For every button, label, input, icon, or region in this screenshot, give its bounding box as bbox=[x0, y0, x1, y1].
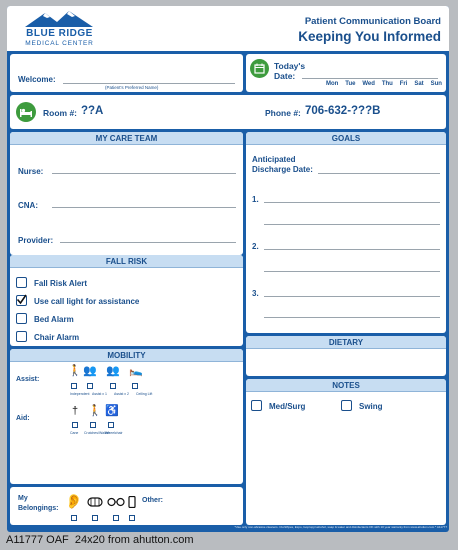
assist-checkbox-0[interactable] bbox=[71, 383, 77, 389]
dietary-header: DIETARY bbox=[246, 336, 446, 349]
provider-label: Provider: bbox=[18, 236, 54, 245]
hearing-aid-icon: 👂 bbox=[65, 493, 83, 509]
weekday-thu[interactable]: Thu bbox=[381, 81, 393, 87]
notes-header: NOTES bbox=[246, 379, 446, 392]
nurse-label: Nurse: bbox=[18, 167, 44, 176]
med-surg-label: Med/Surg bbox=[269, 402, 306, 411]
date-label-line2: Date: bbox=[274, 71, 296, 81]
fall-risk-header: FALL RISK bbox=[10, 255, 243, 268]
mobility-header: MOBILITY bbox=[10, 349, 243, 362]
logo-name: BLUE RIDGE bbox=[26, 28, 93, 39]
header-panel bbox=[7, 6, 449, 51]
assist-checkbox-3[interactable] bbox=[132, 383, 138, 389]
aid-caption-1: Crutches/Walker bbox=[84, 431, 110, 435]
dentures-checkbox[interactable] bbox=[92, 515, 98, 521]
mountain-logo-icon bbox=[17, 10, 102, 28]
assist-label: Assist: bbox=[16, 376, 40, 383]
aid-checkbox-0[interactable] bbox=[72, 422, 78, 428]
board-title: Patient Communication Board bbox=[304, 16, 441, 27]
goal-3-line-b[interactable] bbox=[264, 317, 440, 318]
glasses-checkbox[interactable] bbox=[113, 515, 119, 521]
aid-caption-2: Wheelchair bbox=[105, 431, 123, 435]
fall-risk-checkbox-3[interactable] bbox=[16, 331, 27, 342]
care-team-header: MY CARE TEAM bbox=[10, 132, 243, 145]
room-value[interactable]: ??A bbox=[81, 105, 104, 117]
weekday-row bbox=[326, 81, 442, 87]
goal-number-3: 3. bbox=[252, 289, 259, 298]
provider-line[interactable] bbox=[60, 242, 236, 243]
bed-icon bbox=[16, 102, 36, 122]
goal-2-line-b[interactable] bbox=[264, 271, 440, 272]
assist-caption-3: Ceiling Lift bbox=[136, 392, 153, 396]
assist-caption-0: Independent bbox=[70, 392, 90, 396]
goal-2-line-a[interactable] bbox=[264, 249, 440, 250]
calendar-icon bbox=[250, 59, 269, 78]
fine-print: *Use only non-abrasive cleaners. ClorWipes, Expo, Isopropyl alcohol, soap & water and disinfectants OK with 10 year warranty from www.ahutton.com * A11777 bbox=[234, 525, 447, 529]
welcome-hint: (Patient's Preferred Name) bbox=[105, 85, 159, 90]
fall-risk-label-0: Fall Risk Alert bbox=[34, 279, 88, 288]
goal-number-2: 2. bbox=[252, 242, 259, 251]
aid-checkbox-1[interactable] bbox=[90, 422, 96, 428]
belongings-label-line2: Belongings: bbox=[18, 505, 59, 512]
date-line[interactable] bbox=[302, 78, 438, 79]
discharge-label-line1: Anticipated bbox=[252, 155, 296, 164]
logo-subtitle: MEDICAL CENTER bbox=[25, 40, 94, 47]
welcome-panel bbox=[10, 54, 243, 92]
fall-risk-label-2: Bed Alarm bbox=[34, 315, 74, 324]
fall-risk-checkbox-2[interactable] bbox=[16, 313, 27, 324]
cell-phone-checkbox[interactable] bbox=[129, 515, 135, 521]
hearing-aid-checkbox[interactable] bbox=[71, 515, 77, 521]
independent-icon: 🚶 bbox=[68, 365, 82, 377]
other-label: Other: bbox=[142, 497, 163, 504]
belongings-label-line1: My bbox=[18, 495, 28, 502]
assist-caption-2: Assist x 2 bbox=[114, 392, 129, 396]
care-team-panel bbox=[10, 132, 243, 255]
fall-risk-checkbox-1[interactable] bbox=[16, 295, 27, 306]
room-panel bbox=[10, 95, 446, 129]
discharge-label-line2: Discharge Date: bbox=[252, 165, 313, 174]
swing-label: Swing bbox=[359, 402, 383, 411]
checkmark-icon bbox=[16, 294, 27, 305]
aid-label: Aid: bbox=[16, 415, 30, 422]
mobility-panel bbox=[10, 349, 243, 484]
notes-panel bbox=[246, 379, 446, 525]
communication-board bbox=[7, 6, 449, 532]
logo bbox=[17, 10, 102, 48]
goal-number-1: 1. bbox=[252, 195, 259, 204]
fall-risk-label-3: Chair Alarm bbox=[34, 333, 80, 342]
weekday-sun[interactable]: Sun bbox=[430, 81, 442, 87]
assist-checkbox-1[interactable] bbox=[87, 383, 93, 389]
welcome-name-line[interactable] bbox=[63, 83, 235, 84]
aid-caption-0: Cane bbox=[70, 431, 79, 435]
welcome-label: Welcome: bbox=[18, 75, 56, 84]
swing-checkbox[interactable] bbox=[341, 400, 352, 411]
fall-risk-label-1: Use call light for assistance bbox=[34, 297, 140, 306]
walker-icon: 🚶 bbox=[88, 405, 102, 417]
goal-3-line-a[interactable] bbox=[264, 296, 440, 297]
phone-label: Phone #: bbox=[265, 108, 301, 118]
date-label-line1: Today's bbox=[274, 61, 306, 71]
goal-1-line-b[interactable] bbox=[264, 224, 440, 225]
ceiling-lift-icon: 🛌 bbox=[129, 365, 143, 377]
product-caption: A11777 OAF 24x20 from ahutton.com bbox=[6, 534, 194, 546]
aid-checkbox-2[interactable] bbox=[108, 422, 114, 428]
assist-x1-icon: 👥 bbox=[83, 365, 97, 377]
board-subtitle: Keeping You Informed bbox=[298, 29, 441, 44]
cell-phone-icon bbox=[128, 496, 136, 510]
date-panel bbox=[246, 54, 446, 92]
belongings-panel bbox=[10, 487, 243, 525]
wheelchair-icon: ♿ bbox=[105, 405, 119, 417]
dietary-panel bbox=[246, 336, 446, 376]
fall-risk-checkbox-0[interactable] bbox=[16, 277, 27, 288]
room-label: Room #: bbox=[43, 108, 77, 118]
cna-label: CNA: bbox=[18, 201, 38, 210]
cna-line[interactable] bbox=[52, 207, 236, 208]
weekday-tue[interactable]: Tue bbox=[345, 81, 356, 87]
assist-caption-1: Assist x 1 bbox=[92, 392, 107, 396]
weekday-mon[interactable]: Mon bbox=[326, 81, 339, 87]
dentures-icon bbox=[87, 497, 103, 509]
weekday-sat[interactable]: Sat bbox=[414, 81, 424, 87]
goals-header: GOALS bbox=[246, 132, 446, 145]
nurse-line[interactable] bbox=[52, 173, 236, 174]
goals-panel bbox=[246, 132, 446, 333]
assist-x2-icon: 👥 bbox=[106, 365, 120, 377]
med-surg-checkbox[interactable] bbox=[251, 400, 262, 411]
goal-1-line-a[interactable] bbox=[264, 202, 440, 203]
assist-checkbox-2[interactable] bbox=[110, 383, 116, 389]
phone-value[interactable]: 706-632-???B bbox=[305, 105, 381, 117]
discharge-date-line[interactable] bbox=[318, 173, 440, 174]
glasses-icon bbox=[107, 497, 125, 509]
weekday-wed[interactable]: Wed bbox=[362, 81, 375, 87]
weekday-fri[interactable]: Fri bbox=[399, 81, 408, 87]
fall-risk-panel bbox=[10, 255, 243, 346]
cane-icon: † bbox=[72, 405, 79, 417]
